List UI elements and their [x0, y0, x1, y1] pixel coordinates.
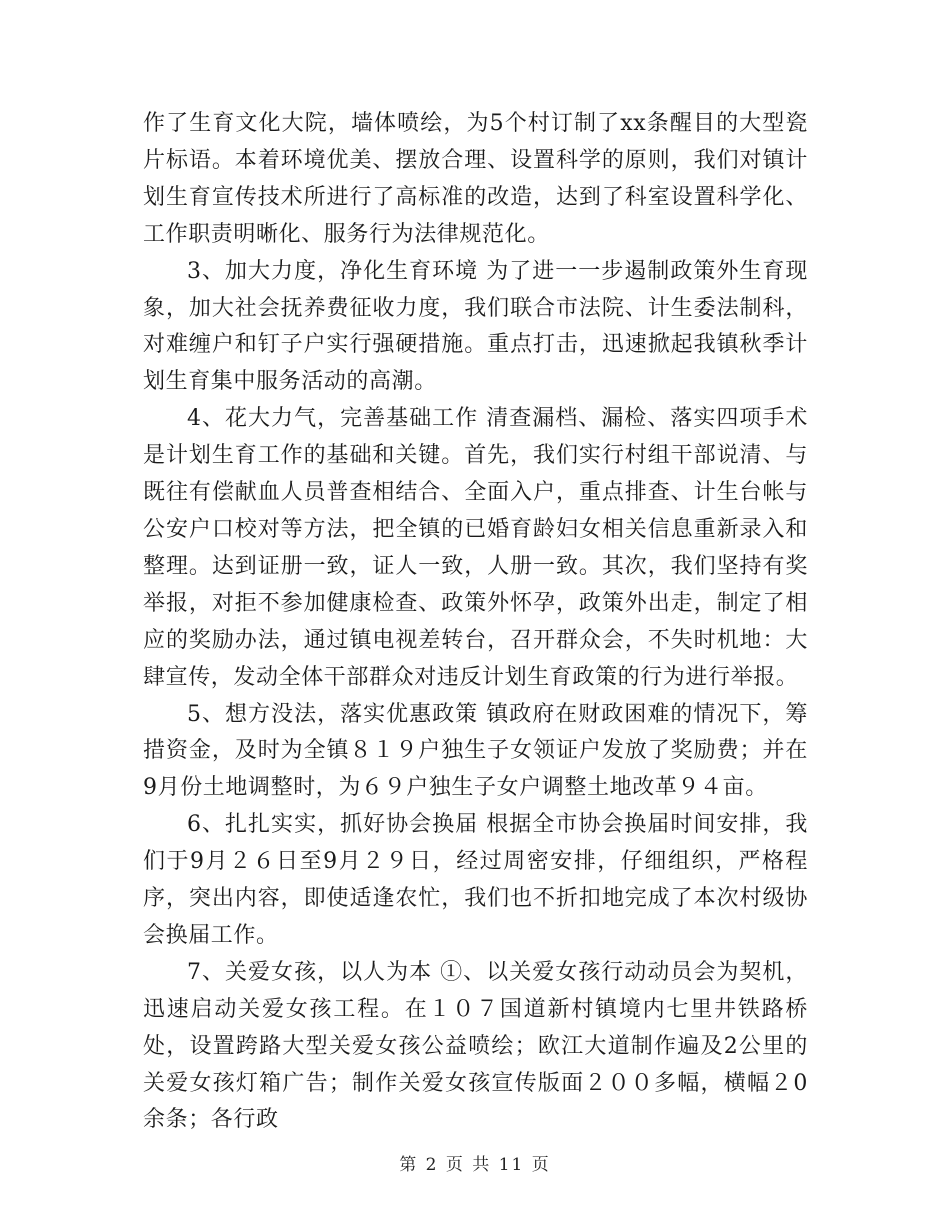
paragraph-item-4: 4、花大力气，完善基础工作 清查漏档、漏检、落实四项手术是计划生育工作的基础和关键。首先，我们实行村组干部说清、与既往有偿献血人员普查相结合、全面入户，重点排查、计生台帐与公安户口校对等方法，把全镇的已婚育龄妇女相关信息重新录入和整理。达到证册一致，证人一致，人册一致。其次，我们坚持有奖举报，对拒不参加健康检查、政策外怀孕，政策外出走，制定了相应的奖励办法，通过镇电视差转台，召开群众会，不失时机地：大肆宣传，发动全体干部群众对违反计划生育政策的行为进行举报。 [143, 406, 808, 690]
paragraph-item-3: 3、加大力度，净化生育环境 为了进一一步遏制政策外生育现象，加大社会抚养费征收力度，我们联合市法院、计生委法制科，对难缠户和钉子户实行强硬措施。重点打击，迅速掀起我镇秋季计划生育集中服务活动的高潮。 [143, 258, 808, 395]
paragraph-item-7: 7、关爱女孩，以人为本 ①、以关爱女孩行动动员会为契机，迅速启动关爱女孩工程。在１０７国道新村镇境内七里井铁路桥处，设置跨路大型关爱女孩公益喷绘；欧江大道制作遍及2公里的关爱女孩灯箱广告；制作关爱女孩宣传版面２００多幅，横幅２0余条；各行政 [143, 959, 808, 1133]
page-number-footer: 第 2 页 共 11 页 [399, 1155, 551, 1175]
paragraph-continuation: 作了生育文化大院，墙体喷绘，为5个村订制了xx条醒目的大型瓷片标语。本着环境优美、摆放合理、设置科学的原则，我们对镇计划生育宣传技术所进行了高标准的改造，达到了科室设置科学化、工作职责明晰化、服务行为法律规范化。 [143, 111, 808, 247]
document-body [143, 106, 808, 1139]
paragraph-item-5: 5、想方没法，落实优惠政策 镇政府在财政困难的情况下，筹措资金，及时为全镇８１９户独生子女领证户发放了奖励费；并在9月份土地调整时，为６９户独生子女户调整土地改革９４亩。 [143, 701, 808, 801]
paragraph-item-6: 6、扎扎实实，抓好协会换届 根据全市协会换届时间安排，我们于9月２６日至9月２９日，经过周密安排，仔细组织，严格程序，突出内容，即使适逢农忙，我们也不折扣地完成了本次村级协会换届工作。 [143, 812, 808, 948]
